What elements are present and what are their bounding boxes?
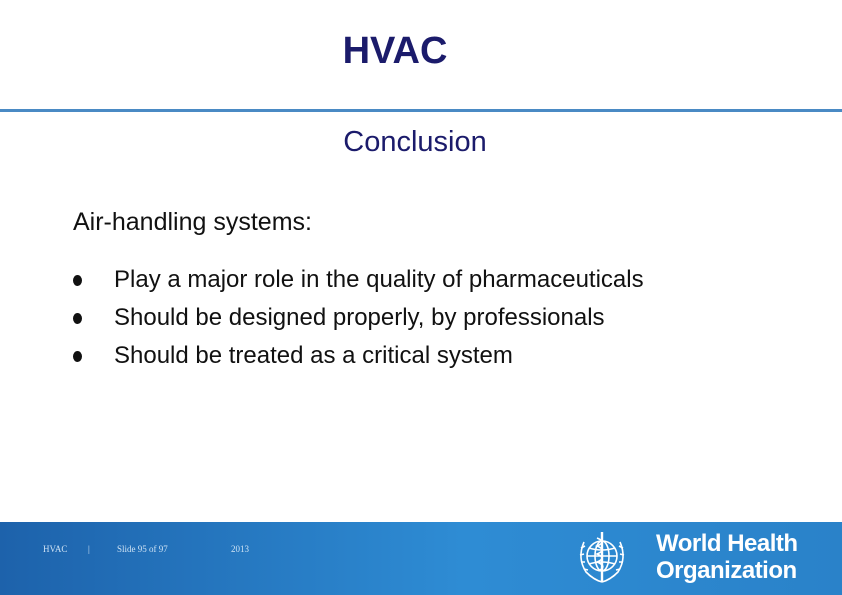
org-name-line1: World Health xyxy=(656,530,798,557)
list-item xyxy=(73,264,644,302)
footer-separator: | xyxy=(88,544,90,554)
bullet-text: Should be designed properly, by professionals xyxy=(114,304,605,331)
org-name-line2: Organization xyxy=(656,557,797,584)
bullet-list xyxy=(73,264,644,378)
bullet-icon xyxy=(73,351,82,362)
slide-subtitle: Conclusion xyxy=(343,126,487,158)
list-item xyxy=(73,340,644,378)
bullet-text: Play a major role in the quality of pharmaceuticals xyxy=(114,266,644,293)
footer-year: 2013 xyxy=(231,544,249,554)
bullet-icon xyxy=(73,275,82,286)
footer-slide-number: Slide 95 of 97 xyxy=(117,544,168,554)
who-emblem-icon xyxy=(572,528,632,588)
footer-module: HVAC xyxy=(43,544,68,554)
bullet-text: Should be treated as a critical system xyxy=(114,342,513,369)
organization-name xyxy=(656,530,798,584)
list-item xyxy=(73,302,644,340)
slide-title: HVAC xyxy=(342,30,448,72)
title-divider xyxy=(0,109,842,112)
intro-text: Air-handling systems: xyxy=(73,208,312,236)
bullet-icon xyxy=(73,313,82,324)
footer-bar xyxy=(0,522,842,595)
